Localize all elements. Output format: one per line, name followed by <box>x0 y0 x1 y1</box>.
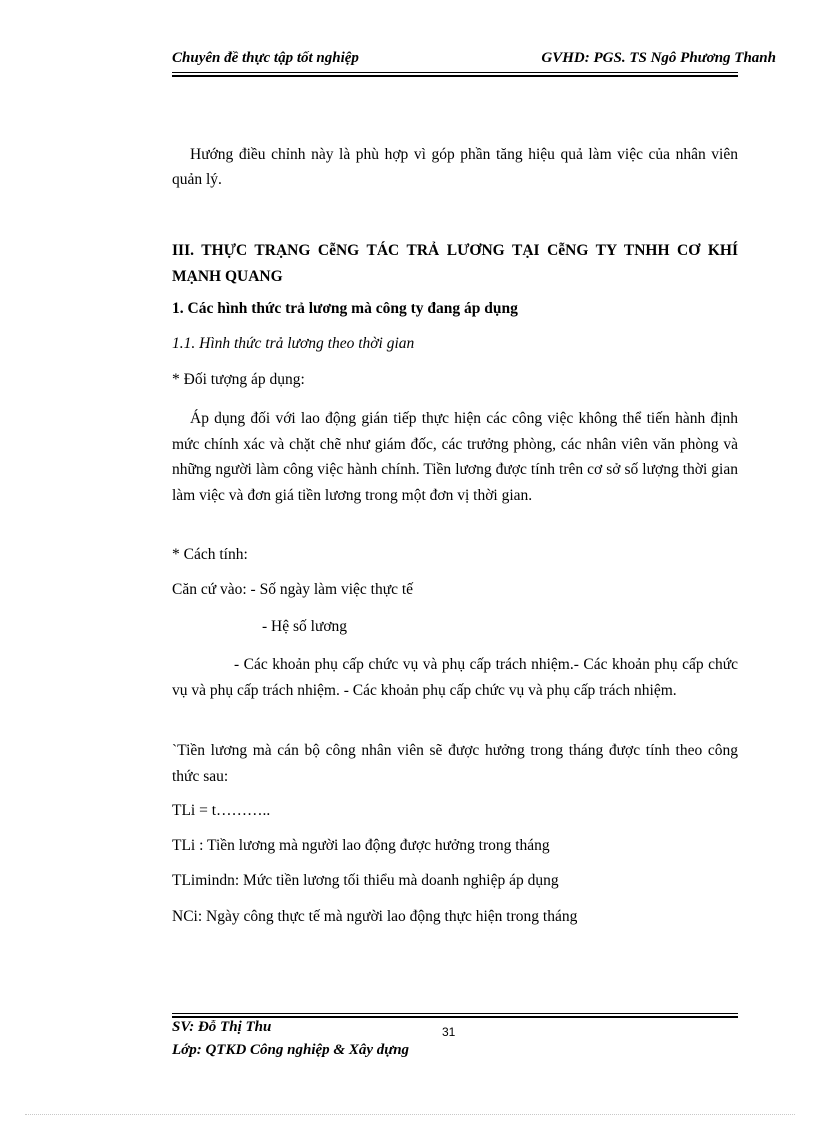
section-heading: III. THỰC TRẠNG CễNG TÁC TRẢ LƯƠNG TẠI CễNG TY TNHH CƠ KHÍ MẠNH QUANG <box>172 242 738 285</box>
header-title: Chuyên đề thực tập tốt nghiệp <box>172 50 359 66</box>
formula: TLi = t……….. <box>172 802 271 819</box>
sub-sub-heading: 1.1. Hình thức trả lương theo thời gian <box>172 335 415 352</box>
header-advisor: GVHD: PGS. TS Ngô Phương Thanh <box>541 50 776 66</box>
header-rule <box>172 72 738 77</box>
page-number: 31 <box>442 1025 456 1039</box>
coefficient-line: - Hệ số lương <box>262 618 348 635</box>
calc-label: * Cách tính: <box>172 546 248 563</box>
basis-line: Căn cứ vào: - Số ngày làm việc thực tế <box>172 581 414 598</box>
intro-paragraph: Hướng điều chỉnh này là phù hợp vì góp phần tăng hiệu quả làm việc của nhân viên quản lý. <box>172 146 738 188</box>
definition-tli: TLi : Tiền lương mà người lao động được hưởng trong tháng <box>172 837 550 854</box>
formula-intro: `Tiền lương mà cán bộ công nhân viên sẽ được hưởng trong tháng được tính theo công thức sau: <box>172 742 738 785</box>
allowance-paragraph: - Các khoản phụ cấp chức vụ và phụ cấp trách nhiệm.- Các khoản phụ cấp chức vụ và phụ cấp trách nhiệm. - Các khoản phụ cấp chức vụ và phụ cấp trách nhiệm. <box>172 656 738 699</box>
sub-heading: 1. Các hình thức trả lương mà công ty đang áp dụng <box>172 300 518 317</box>
footer-student: SV: Đỗ Thị Thu <box>172 1019 272 1035</box>
object-label: * Đối tượng áp dụng: <box>172 371 305 388</box>
footer-class: Lớp: QTKD Công nghiệp & Xây dựng <box>172 1042 410 1058</box>
footer-rule <box>172 1013 738 1018</box>
definition-nci: NCi: Ngày công thực tế mà người lao động thực hiện trong tháng <box>172 908 578 925</box>
definition-tlimindn: TLimindn: Mức tiền lương tối thiểu mà doanh nghiệp áp dụng <box>172 872 559 889</box>
object-paragraph: Áp dụng đối với lao động gián tiếp thực hiện các công việc không thể tiến hành định mức chính xác và chặt chẽ như giám đốc, các trưởng phòng, các nhân viên văn phòng và những người làm công việc hành chính. Tiền lương được tính trên cơ sở số lượng thời gian làm việc và đơn giá tiền lương trong một đơn vị thời gian. <box>172 410 738 504</box>
page-bottom-divider <box>25 1114 795 1115</box>
